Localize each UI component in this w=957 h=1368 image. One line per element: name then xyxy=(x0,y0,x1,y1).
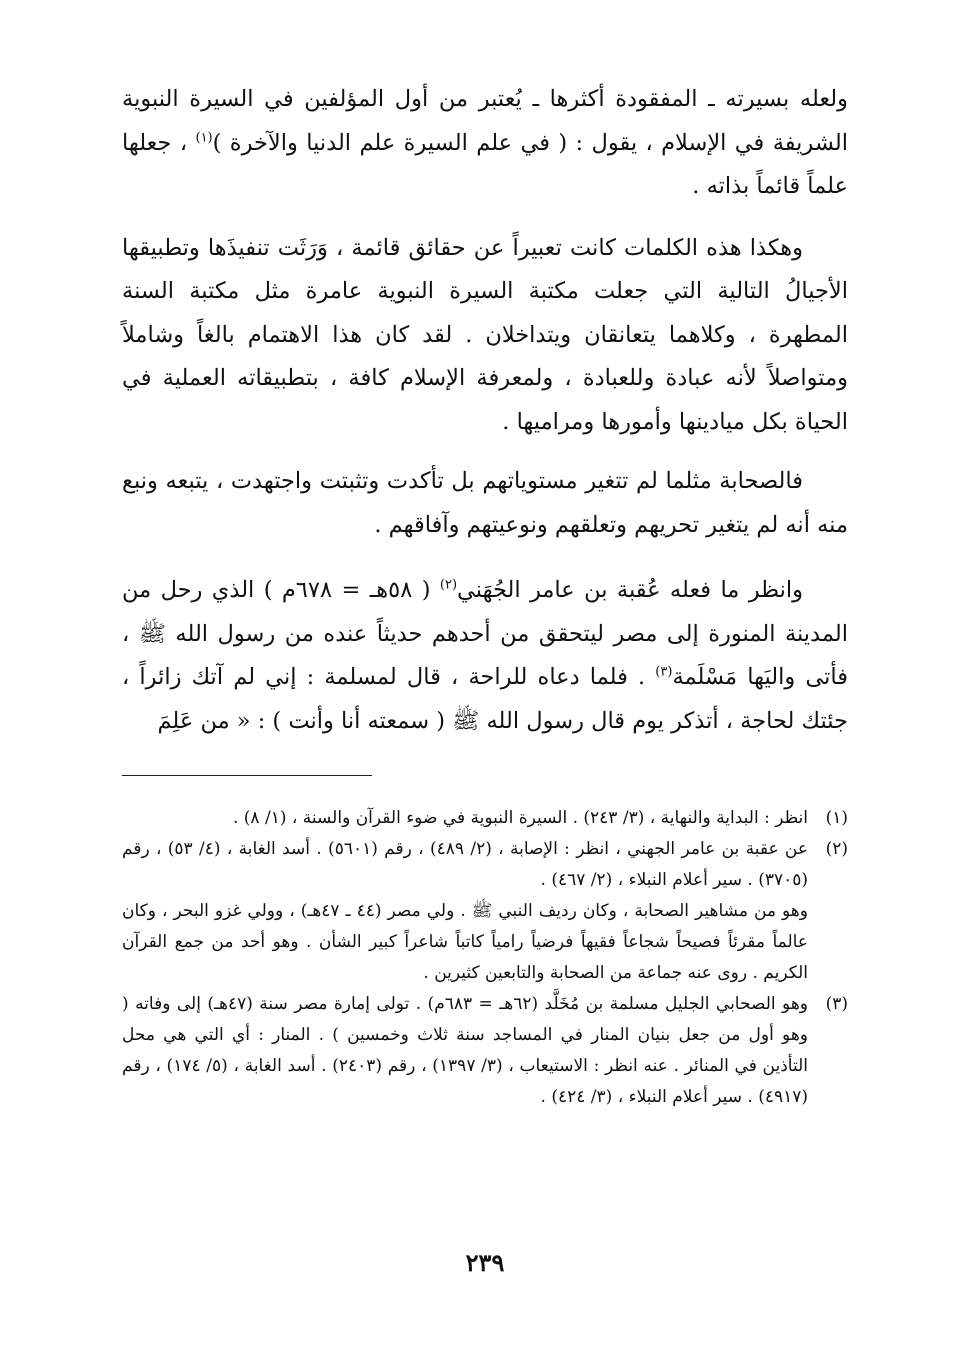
paragraph-2: وهكذا هذه الكلمات كانت تعبيراً عن حقائق قائمة ، وَرَثَت تنفيذَها وتطبيقها الأجيالُ التالية التي جعلت مكتبة السيرة النبوية عامرة مثل مكتبة السنة المطهرة ، وكلاهما يتعانقان ويتداخلان . لقد كان هذا الاهتمام بالغاً وشاملاً ومتواصلاً لأنه عبادة وللعبادة ، ولمعرفة الإسلام كافة ، بتطبيقاته العملية في الحياة بكل ميادينها وأمورها ومراميها . xyxy=(122,234,848,435)
paragraph-1 xyxy=(122,78,848,209)
footnote-ref-3: (٣) xyxy=(655,664,673,680)
footnote-separator xyxy=(122,775,372,776)
footnote-text: عن عقبة بن عامر الجهني ، انظر : الإصابة ، (٢/ ٤٨٩) ، رقم (٥٦٠١) . أسد الغابة ، (٤/ ٥٣) ، رقم (٣٧٠٥) . سير أعلام النبلاء ، (٢/ ٤٦٧) . xyxy=(122,839,808,890)
footnote-ref-1: (١) xyxy=(195,130,213,145)
paragraph-4-part-b: ( ٥٨هـ = ٦٧٨م ) الذي رحل من المدينة المنورة إلى مصر ليتحقق من أحدهم حديثاً عنده من رسول الله ﷺ ، فأتى واليَها مَسْلَمة xyxy=(122,577,848,690)
footnote-body xyxy=(122,803,808,834)
paragraph-1-end: ، جعلها علماً قائماً بذاته . xyxy=(122,129,848,199)
book-page xyxy=(122,78,848,1298)
footnote-ref-2: (٢) xyxy=(439,577,458,593)
footnote-text: وهو من مشاهير الصحابة ، وكان رديف النبي ﷺ . ولي مصر (٤٤ ـ ٤٧هـ) ، وولي غزو البحر ، وكان عالماً مقرئاً فصيحاً شجاعاً فقيهاً فرضياً رامياً كاتباً شاعراً كبير الشأن . وهو أحد من جمع القرآن الكريم . روى عنه جماعة من الصحابة والتابعين كثيرين . xyxy=(122,901,808,983)
paragraph-4-part-a: وانظر ما فعله عُقبة بن عامر الجُهَني xyxy=(457,577,803,603)
footnote-number: (١) xyxy=(825,808,848,828)
footnote-body xyxy=(122,989,808,1113)
footnote-text: وهو الصحابي الجليل مسلمة بن مُخَلَّد (٦٢هـ = ٦٨٣م) . تولى إمارة مصر سنة (٤٧هـ) إلى وفاته ( وهو أول من جعل بنيان المنار في المساجد سنة ثلاث وخمسين ) . المنار : أي التي هي محل التأذين في المنائر . عنه انظر : الاستيعاب ، (٣/ ١٣٩٧) ، رقم (٢٤٠٣) . أسد الغابة ، (٥/ ١٧٤) ، رقم (٤٩١٧) . سير أعلام النبلاء ، (٣/ ٤٢٤) . xyxy=(122,994,808,1107)
footnotes xyxy=(122,803,848,1113)
paragraph-3: فالصحابة مثلما لم تتغير مستوياتهم بل تأكدت وتثبتت واجتهدت ، يتبعه ونبع منه أنه لم يتغير تحريهم وتعلقهم ونوعيتهم وآفاقهم . xyxy=(122,468,848,538)
footnote-number: (٣) xyxy=(825,994,848,1014)
footnote-3 xyxy=(122,989,848,1113)
footnote-number: (٢) xyxy=(825,839,848,859)
paragraph-4 xyxy=(122,569,848,743)
footnote-body xyxy=(122,834,808,989)
footnote-2 xyxy=(122,834,848,989)
paragraph-4-part-c: . فلما دعاه للراحة ، قال لمسلمة : إني لم آتك زائراً ، جئتك لحاجة ، أتذكر يوم قال رسول الله ﷺ ( سمعته أنا وأنت ) : « من عَلِمَ xyxy=(122,664,848,734)
page-number: ٢٣٩ xyxy=(465,1248,505,1277)
footnote-1 xyxy=(122,803,848,834)
footnote-text: انظر : البداية والنهاية ، (٣/ ٢٤٣) . السيرة النبوية في ضوء القرآن والسنة ، (١/ ٨) . xyxy=(232,808,808,828)
paragraph-1-text: ولعله بسيرته ـ المفقودة أكثرها ـ يُعتبر من أول المؤلفين في السيرة النبوية الشريفة في الإسلام ، يقول : ( في علم السيرة علم الدنيا والآخرة ) xyxy=(122,86,848,156)
main-text xyxy=(122,78,848,743)
